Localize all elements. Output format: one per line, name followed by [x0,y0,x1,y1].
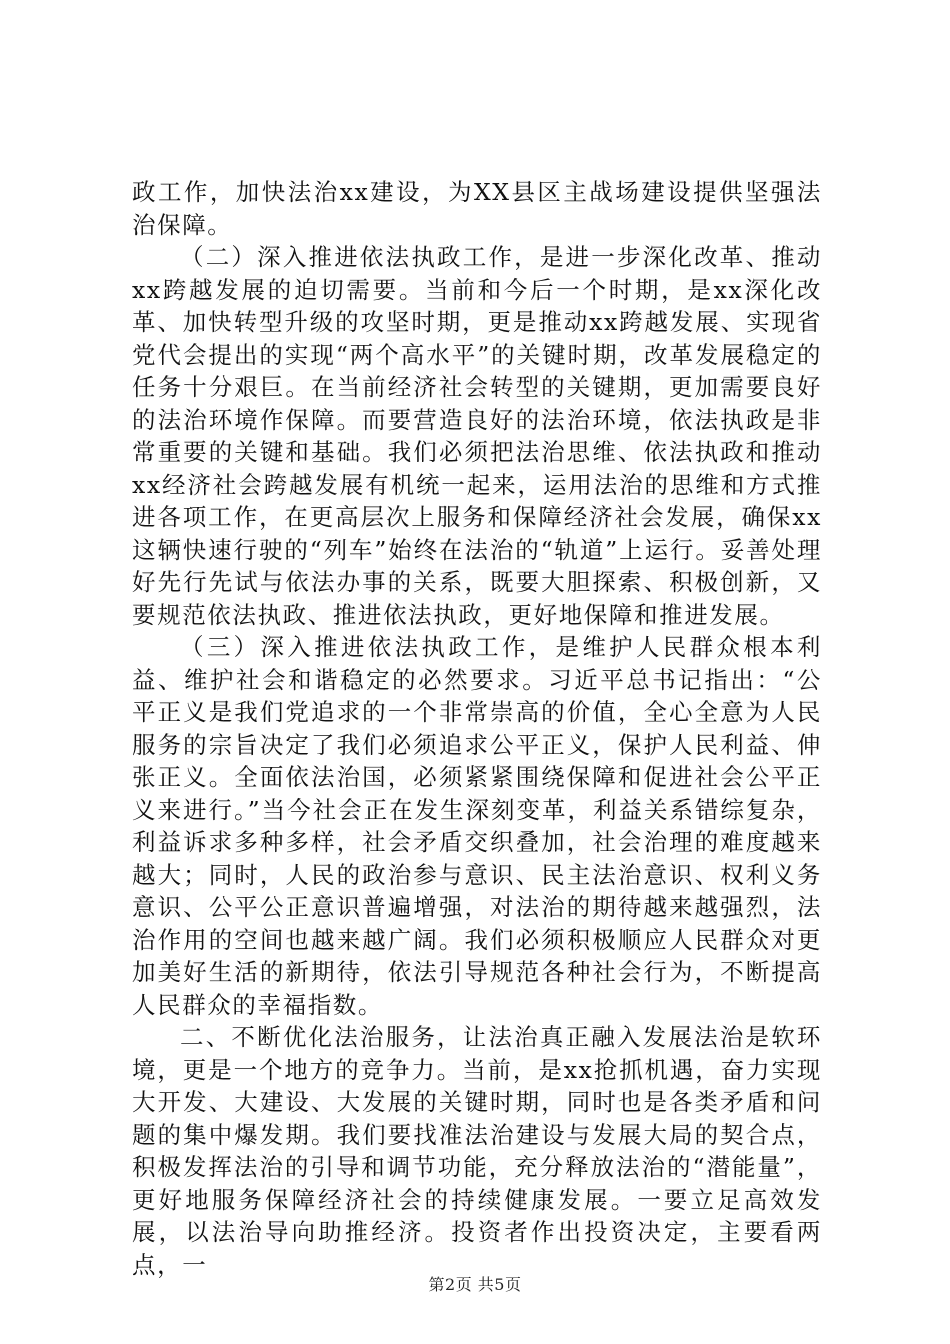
paragraph-section-2: （二）深入推进依法执政工作，是进一步深化改革、推动xx跨越发展的迫切需要。当前和今后一个时期，是xx深化改革、加快转型升级的攻坚时期，更是推动xx跨越发展、实现省党代会提出的实现“两个高水平”的关键时期，改革发展稳定的任务十分艰巨。在当前经济社会转型的关键期，更加需要良好的法治环境作保障。而要营造良好的法治环境，依法执政是非常重要的关键和基础。我们必须把法治思维、依法执政和推动xx经济社会跨越发展有机统一起来，运用法治的思维和方式推进各项工作，在更高层次上服务和保障经济社会发展，确保xx这辆快速行驶的“列车”始终在法治的“轨道”上运行。妥善处理好先行先试与依法办事的关系，既要大胆探索、积极创新，又要规范依法执政、推进依法执政，更好地保障和推进发展。 [132,243,822,629]
paragraph-continuation: 政工作，加快法治xx建设，为XX县区主战场建设提供坚强法治保障。 [132,178,822,239]
page-number-footer: 第2页 共5页 [428,1275,522,1294]
paragraph-part-two: 二、不断优化法治服务，让法治真正融入发展法治是软环境，更是一个地方的竞争力。当前，是xx抢抓机遇，奋力实现大开发、大建设、大发展的关键时期，同时也是各类矛盾和问题的集中爆发期。我们要找准法治建设与发展大局的契合点，积极发挥法治的引导和调节功能，充分释放法治的“潜能量”，更好地服务保障经济社会的持续健康发展。一要立足高效发展，以法治导向助推经济。投资者作出投资决定，主要看两点，一 [132,1023,822,1279]
paragraph-section-3: （三）深入推进依法执政工作，是维护人民群众根本利益、维护社会和谐稳定的必然要求。习近平总书记指出：“公平正义是我们党追求的一个非常崇高的价值，全心全意为人民服务的宗旨决定了我们必须追求公平正义，保护人民利益、伸张正义。全面依法治国，必须紧紧围绕保障和促进社会公平正义来进行。”当今社会正在发生深刻变革，利益关系错综复杂，利益诉求多种多样，社会矛盾交织叠加，社会治理的难度越来越大；同时，人民的政治参与意识、民主法治意识、权利义务意识、公平公正意识普遍增强，对法治的期待越来越强烈，法治作用的空间也越来越广阔。我们必须积极顺应人民群众对更加美好生活的新期待，依法引导规范各种社会行为，不断提高人民群众的幸福指数。 [132,633,822,1019]
document-body [132,176,822,1281]
